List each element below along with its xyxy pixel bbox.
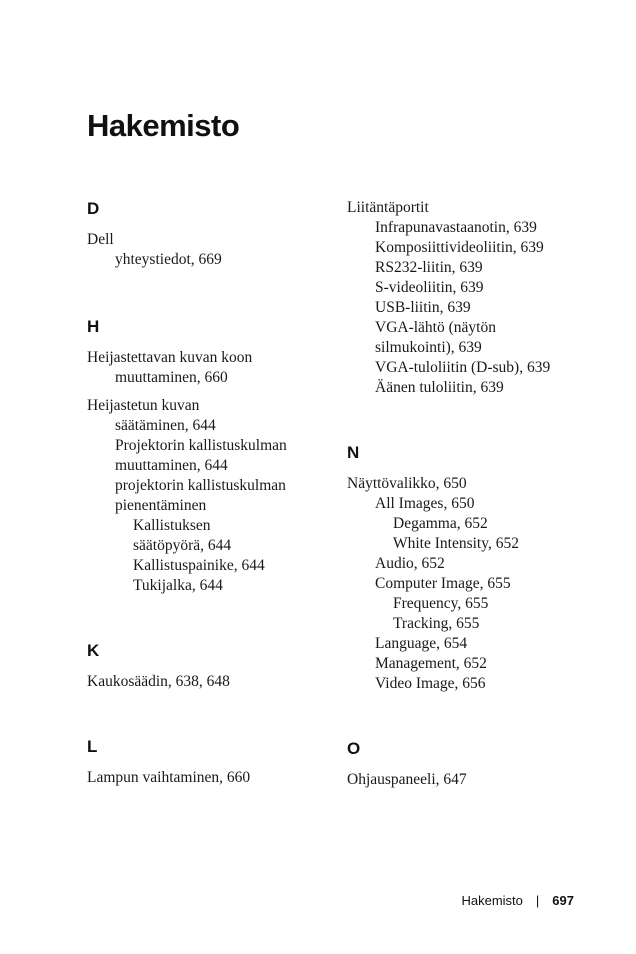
page-number: 697 <box>552 893 574 908</box>
index-subentry: Computer Image, 655 <box>375 575 511 592</box>
index-entry: Lampun vaihtaminen, 660 <box>87 769 251 786</box>
index-column-left <box>87 198 327 788</box>
index-subentry: S-videoliitin, 639 <box>375 279 484 296</box>
index-subsubentry: Tukijalka, 644 <box>133 577 223 594</box>
page-footer <box>461 893 574 908</box>
index-entry: Ohjauspaneeli, 647 <box>347 771 467 788</box>
footer-section-title: Hakemisto <box>461 893 523 908</box>
index-subentry: Video Image, 656 <box>375 675 486 692</box>
index-letter-k: K <box>87 641 100 660</box>
index-subsubentry: säätöpyörä, 644 <box>133 537 232 554</box>
index-letter-d: D <box>87 199 100 218</box>
index-column-right <box>347 198 607 790</box>
index-entry-continuation: säätäminen, 644 <box>115 417 216 434</box>
index-subsubentry: Degamma, 652 <box>393 515 488 532</box>
index-subentry: Projektorin kallistuskulman <box>115 437 287 454</box>
index-entry: Näyttövalikko, 650 <box>347 475 467 492</box>
index-subsubentry: Frequency, 655 <box>393 595 489 612</box>
index-subentry: yhteystiedot, 669 <box>115 251 222 268</box>
index-letter-h: H <box>87 317 100 336</box>
index-subentry: All Images, 650 <box>375 495 475 512</box>
index-subentry: projektorin kallistuskulman <box>115 477 286 494</box>
index-subentry: USB-liitin, 639 <box>375 299 471 316</box>
index-subentry: VGA-lähtö (näytön <box>375 319 496 336</box>
page-title: Hakemisto <box>87 108 240 143</box>
index-entry: Liitäntäportit <box>347 199 429 216</box>
index-letter-o: O <box>347 739 361 758</box>
index-subentry: Audio, 652 <box>375 555 445 572</box>
index-subentry: Äänen tuloliitin, 639 <box>375 379 504 396</box>
index-letter-n: N <box>347 443 360 462</box>
index-subentry: muuttaminen, 644 <box>115 457 228 474</box>
index-subsubentry: Tracking, 655 <box>393 615 480 632</box>
index-subentry: RS232-liitin, 639 <box>375 259 483 276</box>
index-subsubentry: White Intensity, 652 <box>393 535 519 552</box>
index-entry-dell: Dell <box>87 231 114 248</box>
index-subentry: VGA-tuloliitin (D-sub), 639 <box>375 359 551 376</box>
index-subentry: pienentäminen <box>115 497 207 514</box>
index-entry: Kaukosäädin, 638, 648 <box>87 673 230 690</box>
index-entry: Heijastetun kuvan <box>87 397 200 414</box>
index-subentry: Management, 652 <box>375 655 487 672</box>
index-entry-continuation: muuttaminen, 660 <box>115 369 228 386</box>
index-letter-l: L <box>87 737 98 756</box>
index-subentry: silmukointi), 639 <box>375 339 482 356</box>
index-subsubentry: Kallistuksen <box>133 517 211 534</box>
index-subsubentry: Kallistuspainike, 644 <box>133 557 265 574</box>
index-entry: Heijastettavan kuvan koon <box>87 349 253 366</box>
footer-separator: | <box>535 893 540 908</box>
index-subentry: Komposiittivideoliitin, 639 <box>375 239 544 256</box>
index-subentry: Infrapunavastaanotin, 639 <box>375 219 537 236</box>
index-subentry: Language, 654 <box>375 635 468 652</box>
